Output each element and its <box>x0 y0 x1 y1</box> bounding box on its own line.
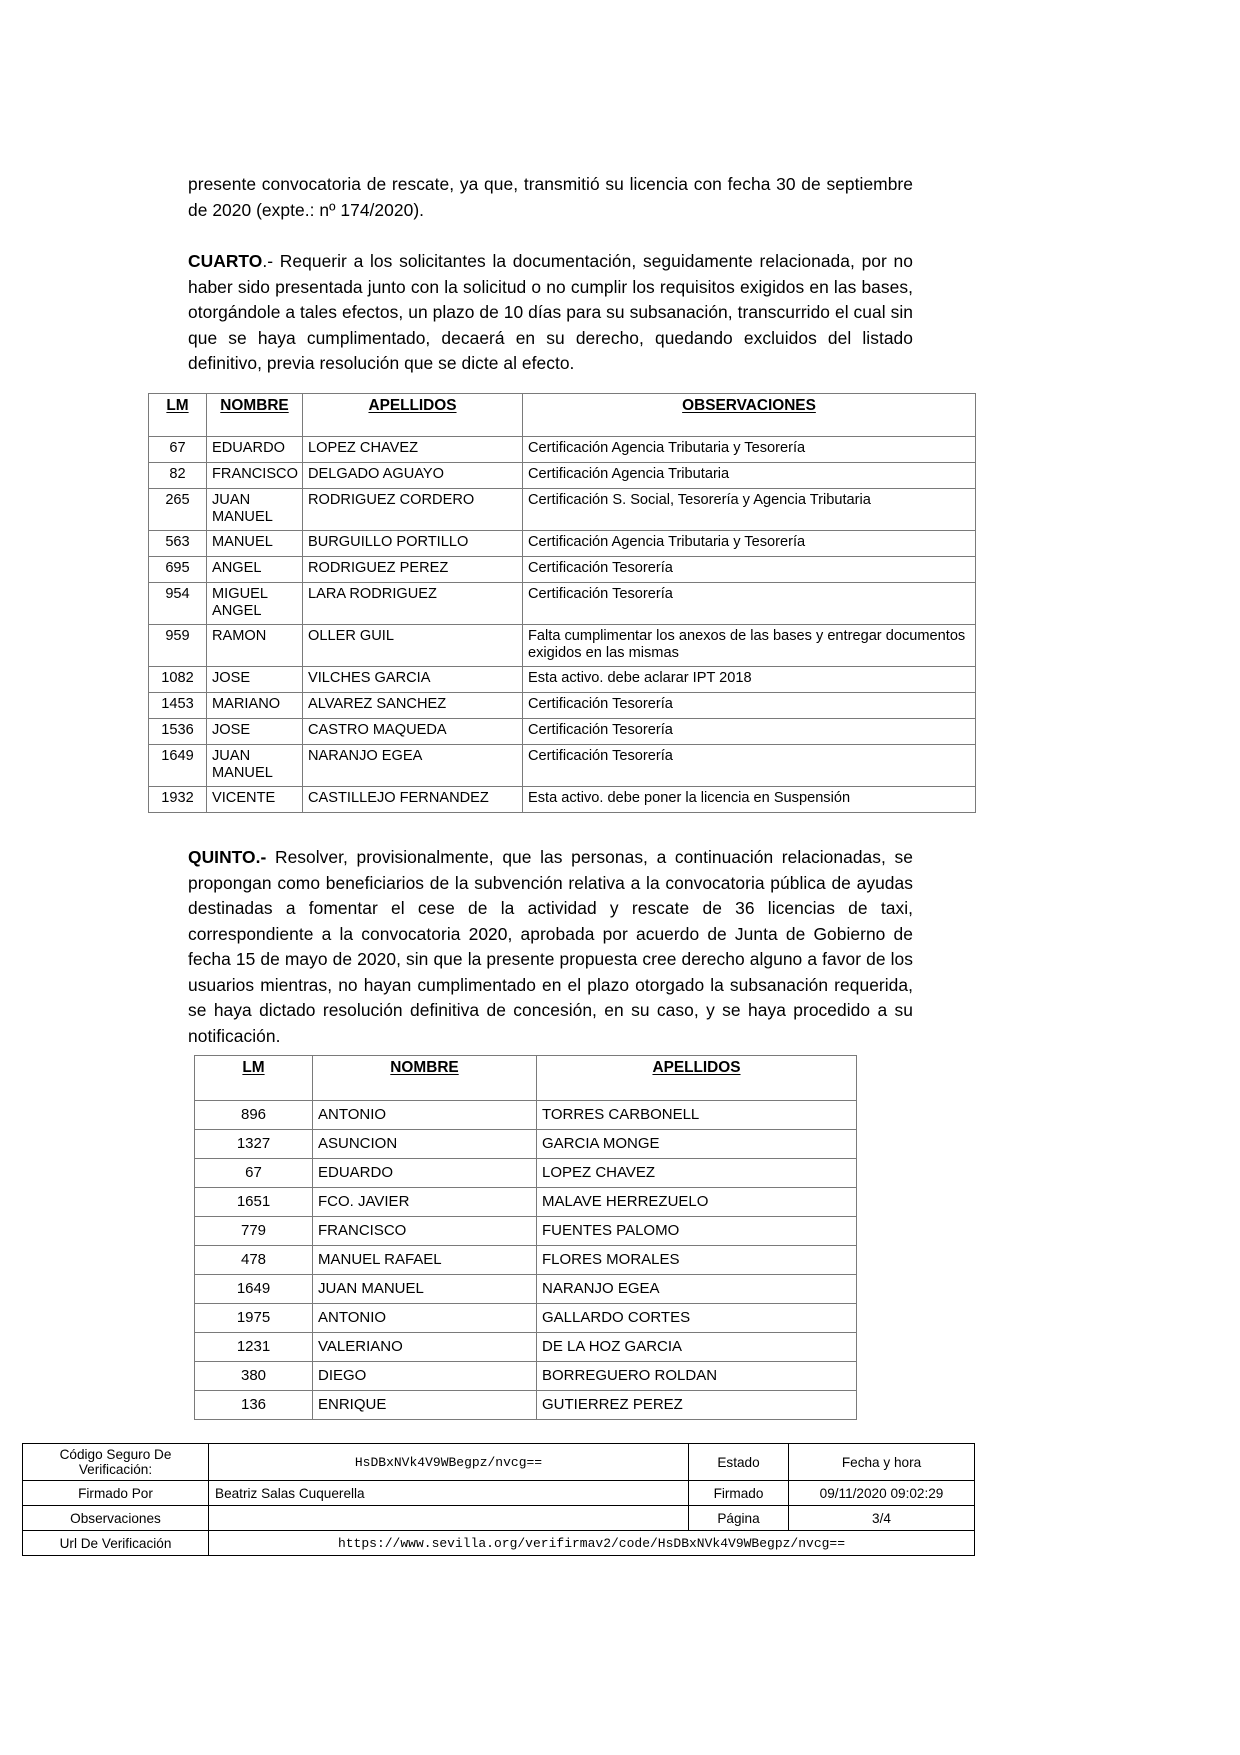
cell-apellidos: LARA RODRIGUEZ <box>303 583 523 625</box>
cell-apellidos: OLLER GUIL <box>303 625 523 667</box>
header-fecha-hora: Fecha y hora <box>789 1444 975 1481</box>
paragraph-quinto-heading: QUINTO.- <box>188 847 267 867</box>
cell-nombre: EDUARDO <box>313 1159 537 1188</box>
table-row <box>149 463 976 489</box>
cell-lm: 954 <box>149 583 207 625</box>
table-row <box>195 1217 857 1246</box>
cell-apellidos: NARANJO EGEA <box>537 1275 857 1304</box>
cell-nombre: JOSE <box>207 667 303 693</box>
header-pagina: Página <box>689 1506 789 1531</box>
label-url-verificacion: Url De Verificación <box>23 1531 209 1556</box>
cell-lm: 1649 <box>195 1275 313 1304</box>
table-solicitantes-header-row <box>149 394 976 437</box>
cell-apellidos: TORRES CARBONELL <box>537 1101 857 1130</box>
cell-nombre: JUAN MANUEL <box>207 489 303 531</box>
table-solicitantes <box>148 393 976 813</box>
cell-observaciones: Certificación Agencia Tributaria y Tesorería <box>523 531 976 557</box>
verification-row-url <box>23 1531 975 1556</box>
table-row <box>195 1333 857 1362</box>
cell-lm: 1327 <box>195 1130 313 1159</box>
quinto-section <box>188 845 913 1049</box>
value-fecha-hora: 09/11/2020 09:02:29 <box>789 1481 975 1506</box>
cell-lm: 959 <box>149 625 207 667</box>
cell-observaciones: Certificación S. Social, Tesorería y Agencia Tributaria <box>523 489 976 531</box>
cell-lm: 896 <box>195 1101 313 1130</box>
cell-lm: 1453 <box>149 693 207 719</box>
table-row <box>149 693 976 719</box>
value-pagina: 3/4 <box>789 1506 975 1531</box>
cell-lm: 380 <box>195 1362 313 1391</box>
column-header-nombre: NOMBRE <box>313 1056 537 1101</box>
cell-nombre: FRANCISCO <box>207 463 303 489</box>
document-body <box>188 172 913 403</box>
cell-observaciones: Certificación Tesorería <box>523 693 976 719</box>
cell-nombre: MANUEL RAFAEL <box>313 1246 537 1275</box>
cell-apellidos: CASTRO MAQUEDA <box>303 719 523 745</box>
cell-lm: 695 <box>149 557 207 583</box>
table-row <box>195 1275 857 1304</box>
cell-nombre: ANTONIO <box>313 1101 537 1130</box>
header-estado: Estado <box>689 1444 789 1481</box>
table-row <box>149 557 976 583</box>
label-csv: Código Seguro De Verificación: <box>23 1444 209 1481</box>
cell-nombre: VALERIANO <box>313 1333 537 1362</box>
cell-nombre: FCO. JAVIER <box>313 1188 537 1217</box>
cell-apellidos: GUTIERREZ PEREZ <box>537 1391 857 1420</box>
table-row <box>195 1304 857 1333</box>
cell-lm: 1975 <box>195 1304 313 1333</box>
cell-lm: 1536 <box>149 719 207 745</box>
cell-observaciones: Certificación Tesorería <box>523 557 976 583</box>
cell-apellidos: BURGUILLO PORTILLO <box>303 531 523 557</box>
cell-lm: 67 <box>149 437 207 463</box>
cell-lm: 1231 <box>195 1333 313 1362</box>
table-row <box>195 1362 857 1391</box>
paragraph-quinto <box>188 845 913 1049</box>
cell-observaciones: Certificación Agencia Tributaria y Tesorería <box>523 437 976 463</box>
cell-nombre: ANTONIO <box>313 1304 537 1333</box>
cell-apellidos: FUENTES PALOMO <box>537 1217 857 1246</box>
cell-nombre: ANGEL <box>207 557 303 583</box>
cell-nombre: ENRIQUE <box>313 1391 537 1420</box>
cell-lm: 478 <box>195 1246 313 1275</box>
verification-table <box>22 1443 975 1556</box>
table-row <box>149 667 976 693</box>
table-row <box>149 719 976 745</box>
column-header-apellidos: APELLIDOS <box>537 1056 857 1101</box>
value-estado: Firmado <box>689 1481 789 1506</box>
cell-observaciones: Certificación Tesorería <box>523 745 976 787</box>
cell-nombre: MARIANO <box>207 693 303 719</box>
label-observaciones: Observaciones <box>23 1506 209 1531</box>
cell-nombre: MIGUEL ANGEL <box>207 583 303 625</box>
cell-apellidos: DELGADO AGUAYO <box>303 463 523 489</box>
table-row <box>195 1130 857 1159</box>
verification-row-observaciones <box>23 1506 975 1531</box>
table-beneficiarios <box>194 1055 857 1420</box>
cell-lm: 136 <box>195 1391 313 1420</box>
cell-apellidos: VILCHES GARCIA <box>303 667 523 693</box>
cell-observaciones: Certificación Tesorería <box>523 583 976 625</box>
value-observaciones <box>209 1506 689 1531</box>
cell-apellidos: ALVAREZ SANCHEZ <box>303 693 523 719</box>
cell-apellidos: GALLARDO CORTES <box>537 1304 857 1333</box>
cell-lm: 67 <box>195 1159 313 1188</box>
cell-apellidos: DE LA HOZ GARCIA <box>537 1333 857 1362</box>
verification-footer <box>22 1443 1218 1555</box>
cell-nombre: RAMON <box>207 625 303 667</box>
table-beneficiarios-header-row <box>195 1056 857 1101</box>
label-firmado-por: Firmado Por <box>23 1481 209 1506</box>
table-row <box>195 1391 857 1420</box>
cell-apellidos: CASTILLEJO FERNANDEZ <box>303 787 523 813</box>
column-header-nombre: NOMBRE <box>207 394 303 437</box>
cell-nombre: DIEGO <box>313 1362 537 1391</box>
column-header-apellidos: APELLIDOS <box>303 394 523 437</box>
paragraph-cuarto-heading: CUARTO <box>188 251 263 271</box>
paragraph-cuarto <box>188 249 913 377</box>
table-row <box>195 1101 857 1130</box>
cell-observaciones: Esta activo. debe poner la licencia en Suspensión <box>523 787 976 813</box>
cell-nombre: ASUNCION <box>313 1130 537 1159</box>
paragraph-cuarto-text: .- Requerir a los solicitantes la documentación, seguidamente relacionada, por no haber sido presentada junto con la solicitud o no cumplir los requisitos exigidos en las bases, otorgándole a tales efectos, un plazo de 10 días para su subsanación, transcurrido el cual sin que se haya cumplimentado, decaerá en su derecho, quedando excluidos del listado definitivo, previa resolución que se dicte al efecto. <box>188 251 913 373</box>
cell-apellidos: NARANJO EGEA <box>303 745 523 787</box>
cell-apellidos: RODRIGUEZ PEREZ <box>303 557 523 583</box>
cell-observaciones: Certificación Tesorería <box>523 719 976 745</box>
paragraph-rescate-text: presente convocatoria de rescate, ya que, transmitió su licencia con fecha 30 de septiembre de 2020 (expte.: nº 174/2020). <box>188 174 913 220</box>
cell-lm: 1932 <box>149 787 207 813</box>
cell-observaciones: Certificación Agencia Tributaria <box>523 463 976 489</box>
cell-apellidos: LOPEZ CHAVEZ <box>303 437 523 463</box>
value-csv: HsDBxNVk4V9WBegpz/nvcg== <box>209 1444 689 1481</box>
cell-nombre: EDUARDO <box>207 437 303 463</box>
cell-nombre: FRANCISCO <box>313 1217 537 1246</box>
paragraph-quinto-text: Resolver, provisionalmente, que las personas, a continuación relacionadas, se propongan como beneficiarios de la subvención relativa a la convocatoria pública de ayudas destinadas a fomentar el cese de la actividad y rescate de 36 licencias de taxi, correspondiente a la convocatoria 2020, aprobada por acuerdo de Junta de Gobierno de fecha 15 de mayo de 2020, sin que la presente propuesta cree derecho alguno a favor de los usuarios mientras, no hayan cumplimentado en el plazo otorgado la subsanación requerida, se haya dictado resolución definitiva de concesión, en su caso, y se haya procedido a su notificación. <box>188 847 913 1046</box>
cell-observaciones: Esta activo. debe aclarar IPT 2018 <box>523 667 976 693</box>
cell-nombre: JUAN MANUEL <box>313 1275 537 1304</box>
cell-lm: 1651 <box>195 1188 313 1217</box>
paragraph-rescate <box>188 172 913 223</box>
cell-apellidos: RODRIGUEZ CORDERO <box>303 489 523 531</box>
cell-lm: 779 <box>195 1217 313 1246</box>
cell-apellidos: BORREGUERO ROLDAN <box>537 1362 857 1391</box>
cell-apellidos: FLORES MORALES <box>537 1246 857 1275</box>
table-row <box>149 583 976 625</box>
table-row <box>195 1246 857 1275</box>
cell-lm: 1082 <box>149 667 207 693</box>
cell-lm: 563 <box>149 531 207 557</box>
cell-apellidos: LOPEZ CHAVEZ <box>537 1159 857 1188</box>
table-row <box>149 745 976 787</box>
cell-lm: 82 <box>149 463 207 489</box>
cell-apellidos: MALAVE HERREZUELO <box>537 1188 857 1217</box>
table-row <box>149 531 976 557</box>
cell-nombre: MANUEL <box>207 531 303 557</box>
cell-lm: 265 <box>149 489 207 531</box>
column-header-lm: LM <box>149 394 207 437</box>
verification-row-firmado-por <box>23 1481 975 1506</box>
column-header-observaciones: OBSERVACIONES <box>523 394 976 437</box>
cell-apellidos: GARCIA MONGE <box>537 1130 857 1159</box>
value-url-verificacion[interactable]: https://www.sevilla.org/verifirmav2/code/HsDBxNVk4V9WBegpz/nvcg== <box>209 1531 975 1556</box>
table-row <box>195 1188 857 1217</box>
table-row <box>149 787 976 813</box>
cell-nombre: JOSE <box>207 719 303 745</box>
cell-observaciones: Falta cumplimentar los anexos de las bases y entregar documentos exigidos en las mismas <box>523 625 976 667</box>
verification-row-csv <box>23 1444 975 1481</box>
table-row <box>195 1159 857 1188</box>
table-row <box>149 489 976 531</box>
column-header-lm: LM <box>195 1056 313 1101</box>
value-firmado-por: Beatriz Salas Cuquerella <box>209 1481 689 1506</box>
cell-lm: 1649 <box>149 745 207 787</box>
table-row <box>149 437 976 463</box>
cell-nombre: VICENTE <box>207 787 303 813</box>
cell-nombre: JUAN MANUEL <box>207 745 303 787</box>
table-row <box>149 625 976 667</box>
